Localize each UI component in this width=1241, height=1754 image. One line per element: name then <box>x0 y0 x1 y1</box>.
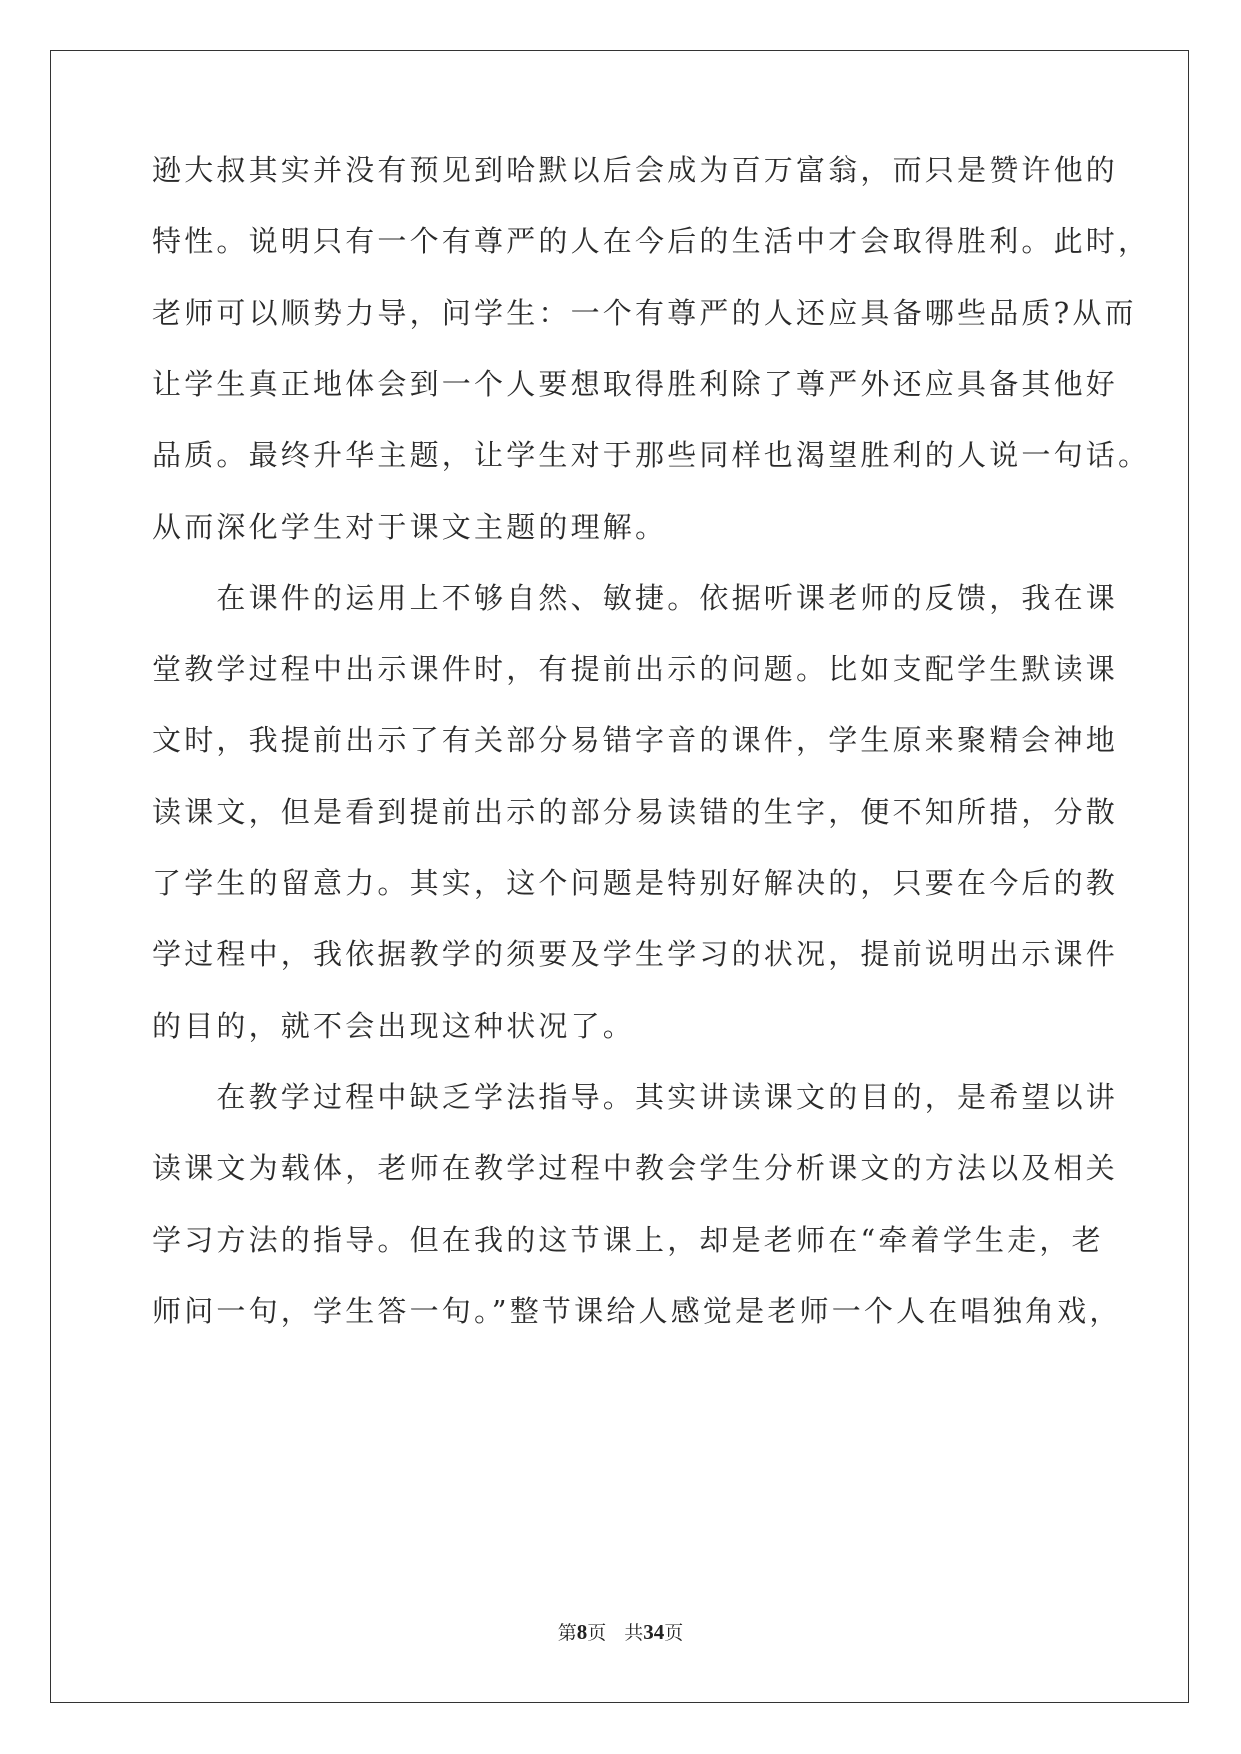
text-line: 让学生真正地体会到一个人要想取得胜利除了尊严外还应具备其他好 <box>152 366 1119 401</box>
footer-total-suffix: 页 <box>664 1622 684 1644</box>
text-line: 老师可以顺势力导，问学生：一个有尊严的人还应具备哪些品质?从而 <box>152 295 1137 330</box>
footer-total-prefix: 共 <box>624 1622 644 1644</box>
text-line: 的目的，就不会出现这种状况了。 <box>152 1008 636 1043</box>
text-line: 特性。说明只有一个有尊严的人在今后的生活中才会取得胜利。此时， <box>152 224 1151 259</box>
footer-page-suffix: 页 <box>587 1622 607 1644</box>
text-line: 品质。最终升华主题，让学生对于那些同样也渴望胜利的人说一句话。 <box>152 438 1151 473</box>
text-line: 读课文为载体，老师在教学过程中教会学生分析课文的方法以及相关 <box>152 1151 1119 1186</box>
text-line: 了学生的留意力。其实，这个问题是特别好解决的，只要在今后的教 <box>152 866 1119 900</box>
text-line: 逊大叔其实并没有预见到哈默以后会成为百万富翁，而只是赞许他的 <box>152 153 1119 187</box>
text-line: 学习方法的指导。但在我的这节课上，却是老师在“牵着学生走，老 <box>152 1222 1104 1257</box>
text-line: 学过程中，我依据教学的须要及学生学习的状况，提前说明出示课件 <box>152 937 1119 972</box>
footer-page-prefix: 第 <box>557 1622 577 1644</box>
text-line: 在教学过程中缺乏学法指导。其实讲读课文的目的，是希望以讲 <box>152 1079 1119 1114</box>
text-line: 在课件的运用上不够自然、敏捷。依据听课老师的反馈，我在课 <box>152 580 1119 615</box>
text-line: 师问一句，学生答一句。”整节课给人感觉是老师一个人在唱独角戏， <box>152 1293 1122 1328</box>
text-line: 文时，我提前出示了有关部分易错字音的课件，学生原来聚精会神地 <box>152 723 1119 758</box>
page-footer <box>0 1618 1241 1645</box>
footer-total-pages: 34 <box>643 1620 665 1644</box>
text-line: 从而深化学生对于课文主题的理解。 <box>152 509 668 544</box>
footer-page-number: 8 <box>576 1620 588 1644</box>
text-line: 读课文，但是看到提前出示的部分易读错的生字，便不知所措，分散 <box>152 794 1119 829</box>
text-line: 堂教学过程中出示课件时，有提前出示的问题。比如支配学生默读课 <box>152 652 1119 687</box>
